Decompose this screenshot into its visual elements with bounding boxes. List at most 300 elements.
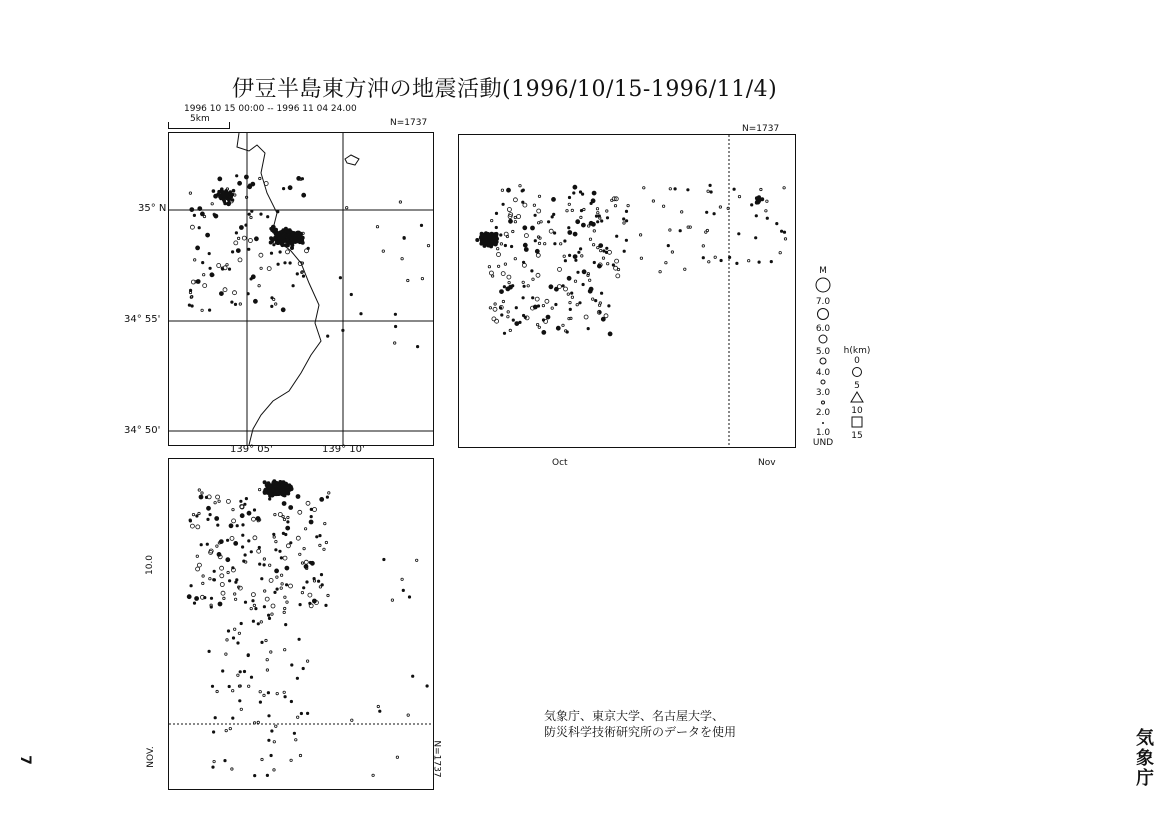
page-title: 伊豆半島東方沖の地震活動(1996/10/15-1996/11/4) bbox=[232, 77, 778, 102]
event-dot bbox=[226, 539, 228, 541]
event-dot bbox=[217, 552, 221, 556]
event-dot bbox=[702, 257, 704, 259]
event-dot bbox=[248, 685, 250, 687]
event-dot bbox=[280, 574, 282, 576]
event-dot bbox=[285, 566, 289, 570]
event-dot bbox=[247, 511, 251, 515]
event-dot bbox=[599, 217, 601, 219]
event-dot bbox=[190, 225, 194, 229]
event-dot bbox=[547, 221, 549, 223]
event-dot bbox=[581, 255, 583, 257]
period-label: 1996 10 15 00:00 -- 1996 11 04 24.00 bbox=[184, 104, 357, 114]
event-dot bbox=[234, 598, 236, 600]
event-dot bbox=[562, 285, 564, 287]
event-dot bbox=[551, 307, 553, 309]
event-dot bbox=[339, 277, 341, 279]
event-dot bbox=[580, 216, 582, 218]
event-dot bbox=[564, 287, 568, 291]
event-dot bbox=[514, 216, 516, 218]
event-dot bbox=[250, 216, 252, 218]
event-dot bbox=[403, 237, 405, 239]
event-dot bbox=[270, 252, 272, 254]
event-dot bbox=[271, 730, 273, 732]
mag-value: 4.0 bbox=[815, 368, 831, 378]
event-dot bbox=[623, 250, 625, 252]
depth-legend bbox=[842, 346, 872, 441]
event-dot bbox=[221, 591, 225, 595]
event-dot bbox=[191, 305, 193, 307]
event-dot bbox=[501, 189, 503, 191]
event-dot bbox=[568, 196, 570, 198]
event-dot bbox=[566, 331, 568, 333]
event-dot bbox=[608, 250, 612, 254]
event-dot bbox=[728, 256, 730, 258]
event-dot bbox=[573, 255, 577, 259]
event-dot bbox=[267, 490, 270, 493]
event-dot bbox=[273, 536, 275, 538]
event-dot bbox=[536, 273, 540, 277]
event-dot bbox=[783, 187, 785, 189]
event-dot bbox=[597, 264, 601, 268]
event-dot bbox=[327, 594, 329, 596]
event-dot bbox=[245, 224, 247, 226]
event-dot bbox=[248, 248, 250, 250]
mag-value: 3.0 bbox=[815, 388, 831, 398]
event-dot bbox=[199, 495, 203, 499]
event-dot bbox=[283, 691, 285, 693]
event-dot bbox=[545, 299, 549, 303]
event-dot bbox=[264, 590, 266, 592]
event-dot bbox=[238, 632, 240, 634]
event-dot bbox=[519, 185, 521, 187]
event-dot bbox=[304, 528, 306, 530]
event-dot bbox=[523, 285, 525, 287]
mag-symbol-3 bbox=[812, 379, 834, 385]
event-dot bbox=[285, 489, 288, 492]
event-dot bbox=[265, 597, 269, 601]
event-dot bbox=[523, 203, 527, 207]
event-dot bbox=[277, 263, 279, 265]
event-dot bbox=[533, 204, 535, 206]
event-dot bbox=[679, 230, 681, 232]
event-dot bbox=[203, 284, 207, 288]
event-dot bbox=[289, 506, 293, 510]
event-dot bbox=[202, 575, 204, 577]
event-dot bbox=[625, 239, 627, 241]
event-dot bbox=[200, 544, 202, 546]
event-dot bbox=[213, 570, 215, 572]
event-dot bbox=[538, 242, 540, 244]
event-dot bbox=[273, 533, 275, 535]
event-dot bbox=[263, 606, 265, 608]
event-dot bbox=[255, 607, 257, 609]
event-dot bbox=[608, 305, 610, 307]
event-dot bbox=[190, 585, 192, 587]
event-dot bbox=[224, 202, 227, 205]
event-dot bbox=[242, 534, 244, 536]
event-dot bbox=[623, 222, 625, 224]
event-dot bbox=[506, 235, 508, 237]
event-dot bbox=[617, 268, 619, 270]
event-dot bbox=[306, 501, 310, 505]
event-dot bbox=[597, 212, 599, 214]
event-dot bbox=[263, 564, 265, 566]
event-dot bbox=[611, 199, 613, 201]
event-dot bbox=[510, 245, 512, 247]
event-dot bbox=[625, 220, 627, 222]
event-dot bbox=[720, 259, 722, 261]
event-dot bbox=[556, 326, 560, 330]
mag-value: 6.0 bbox=[815, 324, 831, 334]
event-dot bbox=[279, 550, 281, 552]
event-dot bbox=[766, 200, 768, 202]
event-dot bbox=[234, 628, 236, 630]
event-dot bbox=[197, 563, 201, 567]
event-dot bbox=[258, 488, 260, 490]
cross-y-label: 10.0 bbox=[145, 554, 156, 576]
event-dot bbox=[226, 639, 228, 641]
event-dot bbox=[513, 198, 517, 202]
event-dot bbox=[287, 233, 290, 236]
event-dot bbox=[249, 184, 251, 186]
event-dot bbox=[281, 583, 283, 585]
event-dot bbox=[486, 232, 489, 235]
event-dot bbox=[507, 275, 511, 279]
event-dot bbox=[421, 277, 423, 279]
event-dot bbox=[216, 690, 218, 692]
event-dot bbox=[512, 230, 514, 232]
event-dot bbox=[555, 303, 557, 305]
event-dot bbox=[248, 540, 250, 542]
agency-stamp: 気象庁 bbox=[1133, 728, 1154, 788]
event-dot bbox=[416, 345, 418, 347]
event-dot bbox=[190, 208, 194, 212]
time-depth-panel bbox=[458, 134, 796, 448]
event-dot bbox=[293, 732, 295, 734]
event-dot bbox=[407, 714, 409, 716]
event-dot bbox=[267, 216, 269, 218]
time-events bbox=[476, 184, 787, 336]
event-dot bbox=[290, 759, 292, 761]
event-dot bbox=[601, 220, 603, 222]
event-dot bbox=[503, 332, 505, 334]
event-dot bbox=[247, 293, 249, 295]
event-dot bbox=[291, 664, 293, 666]
event-dot bbox=[273, 230, 276, 233]
event-dot bbox=[574, 280, 576, 282]
event-dot bbox=[227, 630, 229, 632]
event-dot bbox=[271, 604, 275, 608]
event-dot bbox=[279, 251, 281, 253]
event-dot bbox=[514, 221, 516, 223]
event-dot bbox=[259, 177, 261, 179]
event-dot bbox=[214, 194, 218, 198]
event-dot bbox=[280, 557, 282, 559]
event-dot bbox=[290, 237, 293, 240]
mag-symbol-6 bbox=[812, 307, 834, 321]
event-dot bbox=[295, 739, 297, 741]
event-dot bbox=[681, 211, 683, 213]
event-dot bbox=[504, 244, 506, 246]
event-dot bbox=[273, 480, 276, 483]
event-dot bbox=[289, 242, 291, 244]
event-dot bbox=[710, 191, 712, 193]
event-dot bbox=[214, 717, 216, 719]
event-dot bbox=[497, 253, 501, 257]
event-dot bbox=[671, 251, 673, 253]
event-dot bbox=[321, 584, 323, 586]
depth-symbol-triangle bbox=[842, 391, 872, 403]
event-dot bbox=[269, 494, 272, 497]
event-dot bbox=[225, 729, 227, 731]
event-dot bbox=[237, 237, 239, 239]
event-dot bbox=[189, 289, 191, 291]
event-dot bbox=[524, 316, 526, 318]
event-dot bbox=[501, 314, 503, 316]
event-dot bbox=[254, 237, 258, 241]
event-dot bbox=[196, 567, 200, 571]
event-dot bbox=[198, 227, 200, 229]
event-dot bbox=[719, 206, 721, 208]
event-dot bbox=[296, 677, 298, 679]
event-dot bbox=[236, 175, 238, 177]
event-dot bbox=[665, 262, 667, 264]
event-dot bbox=[600, 249, 602, 251]
event-dot bbox=[310, 561, 314, 565]
event-dot bbox=[662, 205, 664, 207]
event-dot bbox=[748, 260, 750, 262]
depth-symbol-circle bbox=[842, 366, 872, 378]
event-dot bbox=[306, 712, 308, 714]
event-dot bbox=[608, 332, 612, 336]
event-dot bbox=[377, 705, 379, 707]
event-dot bbox=[539, 237, 541, 239]
event-dot bbox=[280, 587, 282, 589]
event-dot bbox=[382, 250, 384, 252]
event-dot bbox=[327, 335, 329, 337]
event-dot bbox=[593, 261, 595, 263]
event-dot bbox=[282, 502, 286, 506]
event-dot bbox=[218, 602, 222, 606]
event-dot bbox=[206, 233, 210, 237]
event-dot bbox=[286, 250, 290, 254]
event-dot bbox=[564, 260, 566, 262]
event-dot bbox=[360, 313, 362, 315]
event-dot bbox=[231, 768, 233, 770]
event-dot bbox=[494, 303, 496, 305]
event-dot bbox=[299, 754, 301, 756]
event-dot bbox=[238, 685, 240, 687]
event-dot bbox=[284, 244, 287, 247]
event-dot bbox=[191, 295, 193, 297]
event-dot bbox=[275, 540, 277, 542]
event-dot bbox=[245, 497, 247, 499]
event-dot bbox=[212, 731, 214, 733]
cross-section-plot bbox=[169, 459, 433, 789]
event-dot bbox=[213, 760, 215, 762]
event-dot bbox=[209, 578, 211, 580]
event-dot bbox=[253, 299, 257, 303]
event-dot bbox=[383, 558, 385, 560]
event-dot bbox=[251, 593, 255, 597]
event-dot bbox=[308, 593, 312, 597]
event-dot bbox=[602, 257, 604, 259]
event-dot bbox=[209, 513, 211, 515]
event-dot bbox=[298, 510, 302, 514]
event-dot bbox=[270, 754, 272, 756]
event-dot bbox=[302, 193, 306, 197]
event-dot bbox=[532, 297, 534, 299]
map-epicenters bbox=[188, 175, 429, 348]
event-dot bbox=[275, 303, 277, 305]
event-dot bbox=[495, 319, 499, 323]
event-dot bbox=[568, 254, 570, 256]
event-dot bbox=[758, 199, 761, 202]
event-dot bbox=[519, 321, 521, 323]
event-dot bbox=[220, 188, 223, 191]
event-dot bbox=[567, 293, 569, 295]
event-dot bbox=[426, 685, 428, 687]
event-dot bbox=[252, 620, 254, 622]
event-dot bbox=[306, 660, 308, 662]
event-dot bbox=[497, 265, 499, 267]
event-dot bbox=[300, 712, 302, 714]
event-dot bbox=[503, 286, 505, 288]
event-dot bbox=[231, 301, 233, 303]
mag-symbol-2 bbox=[812, 400, 834, 405]
event-dot bbox=[579, 302, 581, 304]
event-dot bbox=[228, 685, 230, 687]
event-dot bbox=[269, 498, 271, 500]
event-dot bbox=[488, 266, 490, 268]
event-dot bbox=[391, 599, 393, 601]
event-dot bbox=[573, 185, 577, 189]
event-dot bbox=[776, 222, 778, 224]
event-dot bbox=[244, 601, 246, 603]
event-dot bbox=[325, 541, 327, 543]
event-dot bbox=[537, 209, 541, 213]
event-dot bbox=[779, 252, 781, 254]
event-dot bbox=[297, 176, 301, 180]
event-dot bbox=[273, 244, 275, 246]
event-dot bbox=[562, 324, 564, 326]
event-dot bbox=[623, 218, 625, 220]
event-dot bbox=[416, 559, 418, 561]
event-dot bbox=[259, 701, 261, 703]
event-dot bbox=[283, 556, 287, 560]
event-dot bbox=[514, 258, 516, 260]
event-dot bbox=[250, 551, 252, 553]
epicenter-map-panel bbox=[168, 132, 434, 446]
event-dot bbox=[504, 263, 506, 265]
event-dot bbox=[427, 244, 429, 246]
event-dot bbox=[553, 213, 555, 215]
event-dot bbox=[537, 305, 539, 307]
event-dot bbox=[350, 293, 352, 295]
event-dot bbox=[205, 496, 207, 498]
event-dot bbox=[210, 606, 212, 608]
event-dot bbox=[669, 229, 671, 231]
event-dot bbox=[538, 326, 540, 328]
event-dot bbox=[595, 215, 597, 217]
event-dot bbox=[188, 304, 190, 306]
event-dot bbox=[549, 285, 553, 289]
event-dot bbox=[780, 230, 782, 232]
event-dot bbox=[229, 524, 233, 528]
event-dot bbox=[687, 189, 689, 191]
event-dot bbox=[568, 317, 570, 319]
event-dot bbox=[309, 520, 313, 524]
mag-value: 2.0 bbox=[815, 408, 831, 418]
event-dot bbox=[290, 700, 292, 702]
event-dot bbox=[275, 489, 279, 493]
event-dot bbox=[515, 307, 517, 309]
event-dot bbox=[220, 566, 224, 570]
event-dot bbox=[659, 271, 661, 273]
event-dot bbox=[284, 596, 286, 598]
event-dot bbox=[394, 325, 396, 327]
event-dot bbox=[223, 597, 225, 599]
event-dot bbox=[198, 512, 200, 514]
event-dot bbox=[396, 756, 398, 758]
event-dot bbox=[568, 231, 572, 235]
event-dot bbox=[581, 223, 585, 227]
event-dot bbox=[552, 197, 556, 201]
event-dot bbox=[251, 182, 255, 186]
event-dot bbox=[260, 621, 262, 623]
event-dot bbox=[324, 522, 326, 524]
event-dot bbox=[239, 700, 241, 702]
event-dot bbox=[254, 774, 256, 776]
event-dot bbox=[301, 241, 304, 244]
event-dot bbox=[266, 659, 268, 661]
event-dot bbox=[517, 215, 521, 219]
event-dot bbox=[627, 204, 629, 206]
event-dot bbox=[301, 178, 303, 180]
event-dot bbox=[237, 642, 239, 644]
event-dot bbox=[244, 503, 246, 505]
event-dot bbox=[532, 278, 534, 280]
event-dot bbox=[277, 236, 281, 240]
event-dot bbox=[201, 492, 203, 494]
event-dot bbox=[270, 651, 272, 653]
event-dot bbox=[239, 303, 241, 305]
event-dot bbox=[346, 207, 348, 209]
event-dot bbox=[258, 546, 260, 548]
mag-value: UND bbox=[812, 438, 834, 448]
event-dot bbox=[260, 267, 262, 269]
lat-label-35: 35° N bbox=[138, 203, 167, 214]
event-dot bbox=[709, 184, 711, 186]
depth-symbol-square bbox=[842, 416, 872, 428]
event-dot bbox=[273, 741, 275, 743]
event-dot bbox=[250, 676, 252, 678]
event-dot bbox=[289, 584, 293, 588]
event-dot bbox=[242, 236, 246, 240]
depth-value: 10 bbox=[851, 406, 863, 416]
event-dot bbox=[323, 548, 325, 550]
event-dot bbox=[198, 489, 200, 491]
event-dot bbox=[286, 486, 289, 489]
event-dot bbox=[283, 518, 285, 520]
event-dot bbox=[216, 545, 218, 547]
magnitude-legend bbox=[812, 266, 834, 448]
event-dot bbox=[758, 261, 760, 263]
event-dot bbox=[239, 226, 243, 230]
event-dot bbox=[202, 582, 204, 584]
event-dot bbox=[261, 758, 263, 760]
event-dot bbox=[193, 214, 195, 216]
